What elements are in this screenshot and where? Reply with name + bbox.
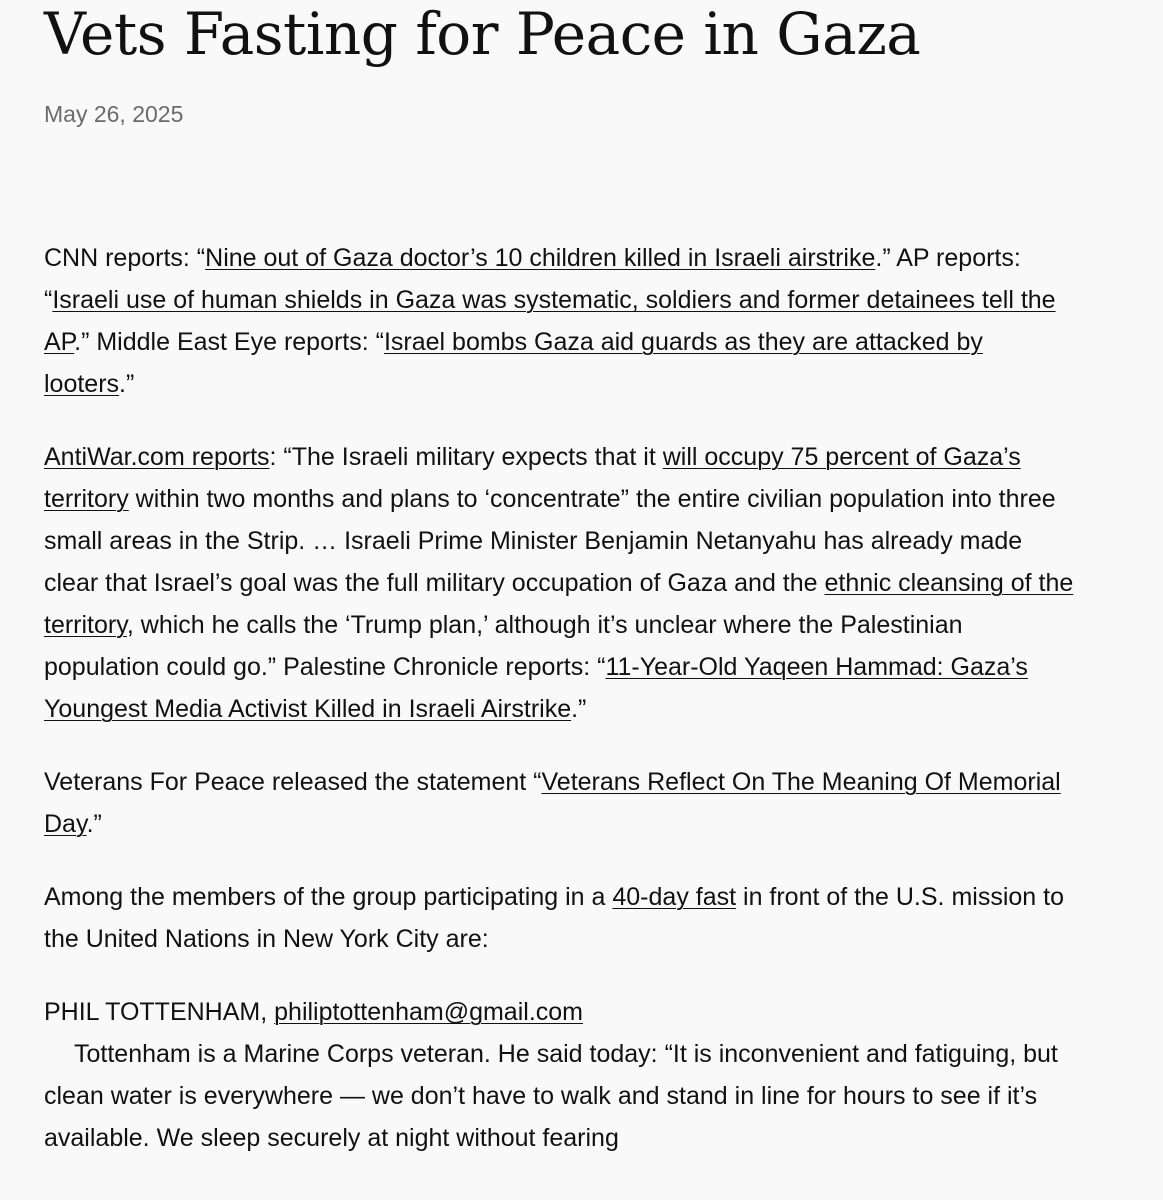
paragraph-fast-members [44,876,1074,960]
paragraph-phil-tottenham [44,991,1074,1159]
text-fast-intro: Among the members of the group participating in a [44,883,613,911]
text-concentrate: within two months and plans to ‘concentrate” the entire civilian population into three small areas in the Strip. … Israeli Prime Minister Benjamin Netanyahu has already made clear that Israel’s goal was the full military occupation of Gaza and the [44,485,1056,597]
text-fast-location: in front of the U.S. mission to the United Nations in New York City are: [44,883,1064,953]
text-antiwar-quote: : “The Israeli military expects that it [269,443,663,471]
text-close-quote: .” [571,695,587,723]
link-cnn-article[interactable]: Nine out of Gaza doctor’s 10 children killed in Israeli airstrike [205,244,876,272]
post-body [44,237,1074,1159]
participant-quote: Tottenham is a Marine Corps veteran. He said today: “It is inconvenient and fatiguing, but clean water is everywhere — we don’t have to walk and stand in line for hours to see if it’s available. We sleep securely at night without fearing [44,1040,1058,1152]
text-trump-plan: , which he calls the ‘Trump plan,’ although it’s unclear where the Palestinian population could go.” Palestine Chronicle reports: “ [44,611,963,681]
participant-name: PHIL TOTTENHAM, [44,998,275,1026]
text-mee-intro: .” Middle East Eye reports: “ [74,328,384,356]
text-ap-intro: .” AP reports: “ [44,244,1021,314]
text-vfp-intro: Veterans For Peace released the statement “ [44,768,542,796]
link-email-tottenham[interactable]: philiptottenham@gmail.com [274,998,583,1026]
link-occupy-75-percent[interactable]: will occupy 75 percent of Gaza’s territory [44,443,1021,513]
paragraph-news-roundup [44,237,1074,405]
paragraph-antiwar [44,436,1074,730]
paragraph-vfp-statement [44,761,1074,845]
text-close-quote: .” [119,370,135,398]
link-40-day-fast[interactable]: 40-day fast [612,883,737,911]
link-ap-article[interactable]: Israeli use of human shields in Gaza was systematic, soldiers and former detainees tell the AP [44,286,1056,356]
link-antiwar-reports[interactable]: AntiWar.com reports [44,443,270,471]
link-mee-article[interactable]: Israel bombs Gaza aid guards as they are attacked by looters [44,328,983,398]
post-title: Vets Fasting for Peace in Gaza [44,0,921,68]
link-yaqeen-hammad[interactable]: 11-Year-Old Yaqeen Hammad: Gaza’s Youngest Media Activist Killed in Israeli Airstrike [44,653,1028,723]
post-date: May 26, 2025 [44,101,184,127]
text-close-quote: .” [86,810,102,838]
link-ethnic-cleansing[interactable]: ethnic cleansing of the territory [44,569,1074,639]
link-memorial-day-statement[interactable]: Veterans Reflect On The Meaning Of Memorial Day [44,768,1061,838]
text-cnn-intro: CNN reports: “ [44,244,206,272]
